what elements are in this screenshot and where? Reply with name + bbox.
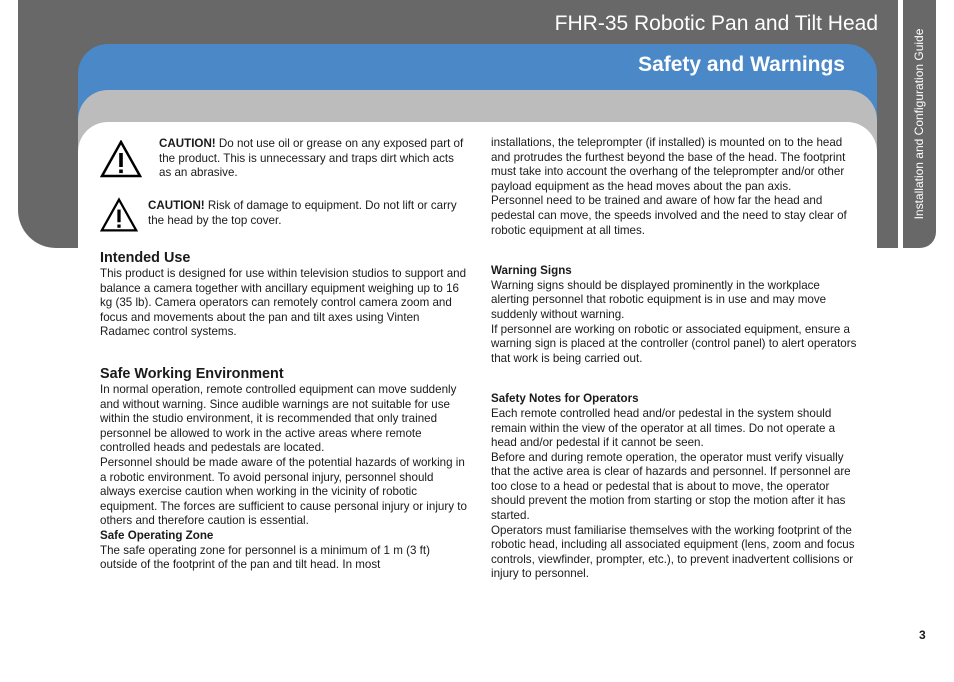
safe-operating-zone-paragraph: installations, the teleprompter (if installed) is mounted on to the head and protrudes the furthest beyond the base of the head. The footprint must take into account the overhang of the teleprompter and/or other payload equipment as the head moves about the pan axis.	[491, 136, 846, 193]
caution-message: Do not use oil or grease on any exposed part of the product. This is unnecessary and traps dirt which acts as an abrasive.	[159, 137, 464, 180]
caution-text	[159, 137, 465, 181]
safety-notes-paragraph: Before and during remote operation, the operator must verify visually that the active area is clear of hazards and personnel. If personnel are too close to a head or pedestal that is about to move, the operator should prevent the motion from starting or stop the motion after it has started.	[491, 450, 851, 523]
intended-use-paragraph: This product is designed for use within television studios to support and balance a camera together with ancillary equipment weighing up to 16 kg (35 lb). Camera operators can remotely control camera zoom and focus and movements about the pan and tilt axes using Vinten Radamec control systems.	[100, 267, 467, 339]
safety-notes-paragraph: Each remote controlled head and/or pedestal in the system should remain within the view of the operator at all times. Do not operate a head and/or pedestal if it cannot be seen.	[491, 406, 836, 450]
safe-working-heading: Safe Working Environment	[100, 365, 284, 382]
safety-notes-paragraph: Operators must familiarise themselves with the working footprint of the robotic head, including all associated equipment (lens, zoom and focus controls, viewfinder, prompter, etc.), to prevent inadvertent collisions or injury to personnel.	[491, 523, 855, 581]
side-tab-label: Installation and Configuration Guide	[912, 28, 926, 220]
section-title: Safety and Warnings	[638, 53, 845, 76]
warning-signs-heading: Warning Signs	[491, 264, 572, 278]
caution-message: Risk of damage to equipment. Do not lift or carry the head by the top cover.	[148, 199, 457, 227]
warning-signs-paragraph: Warning signs should be displayed prominently in the workplace alerting personnel that robotic equipment is in use and may move suddenly without warning.	[491, 278, 827, 321]
caution-notice	[100, 137, 468, 195]
warning-triangle-icon	[100, 197, 138, 233]
safe-operating-zone-heading: Safe Operating Zone	[100, 528, 214, 542]
page-number: 3	[919, 628, 926, 642]
left-column	[100, 137, 468, 573]
warning-triangle-icon	[100, 140, 142, 178]
document-title: FHR-35 Robotic Pan and Tilt Head	[554, 12, 878, 35]
caution-label: CAUTION!	[148, 199, 205, 212]
caution-text	[148, 199, 466, 228]
safe-working-paragraph: Personnel should be made aware of the potential hazards of working in a robotic environment. To avoid personal injury, personnel should always exercise caution when working in the vicinity of robotic equipment. The forces are sufficient to cause personal injury or injury to others and therefore caution is essential.	[100, 455, 467, 528]
safety-notes-heading: Safety Notes for Operators	[491, 392, 639, 406]
right-column	[491, 136, 859, 582]
safe-operating-zone-paragraph: The safe operating zone for personnel is a minimum of 1 m (3 ft) outside of the footprint of the pan and tilt head. In most	[100, 543, 430, 572]
safe-working-paragraph: In normal operation, remote controlled equipment can move suddenly and without warning. Since audible warnings are not suitable for use within the studio environment, it is recommended that only trained personnel be allowed to work in the active areas where remote controlled heads and pedestals are located.	[100, 382, 457, 455]
caution-label: CAUTION!	[159, 137, 216, 150]
safe-operating-zone-paragraph: Personnel need to be trained and aware of how far the head and pedestal can move, the speeds involved and the need to stay clear of robotic equipment at all times.	[491, 194, 847, 237]
intended-use-heading: Intended Use	[100, 250, 191, 266]
caution-notice	[100, 195, 468, 250]
warning-signs-paragraph: If personnel are working on robotic or associated equipment, ensure a warning sign is placed at the controller (control panel) to alert operators that work is being carried out.	[491, 322, 857, 365]
